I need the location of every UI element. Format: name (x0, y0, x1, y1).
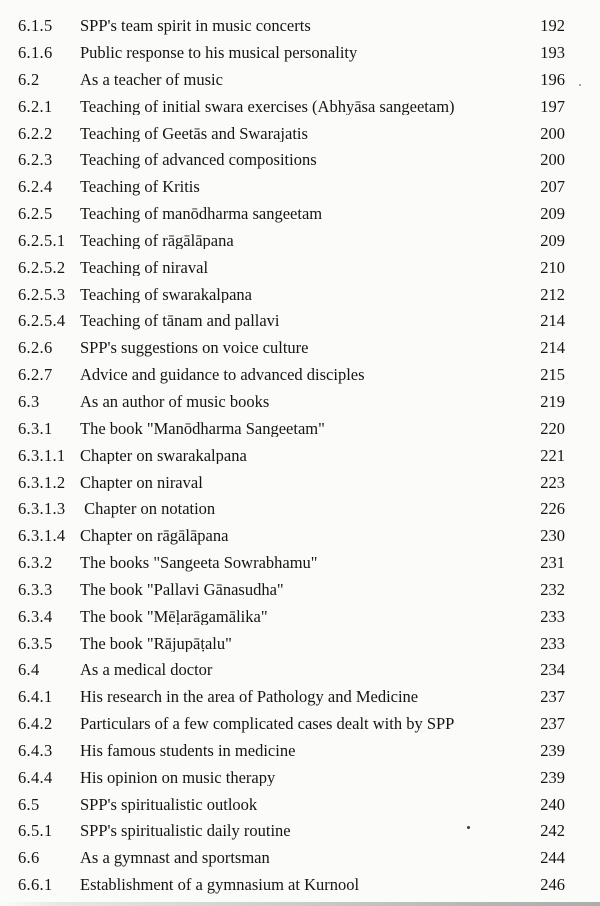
toc-entry-title: Teaching of manōdharma sangeetam (80, 206, 323, 223)
toc-entry-page: 237 (540, 687, 565, 707)
toc-entry-page: 209 (540, 204, 565, 224)
toc-row (18, 818, 565, 845)
toc-entry-number: 6.1.6 (18, 43, 53, 63)
toc-entry-number: 6.4 (18, 660, 40, 680)
toc-entry-number: 6.2.2 (18, 123, 53, 143)
toc-entry-title: Chapter on notation (80, 501, 216, 518)
toc-entry-page: 193 (540, 43, 565, 63)
toc-entry-page: 237 (540, 714, 565, 734)
toc-entry-page: 239 (540, 767, 565, 787)
toc-entry-page: 230 (540, 526, 565, 546)
toc-row (18, 630, 565, 657)
toc-entry-number: 6.2 (18, 69, 40, 89)
toc-entry-title: Chapter on rāgālāpana (80, 528, 229, 545)
scan-speck (467, 826, 470, 829)
toc-entry-number: 6.4.2 (18, 714, 53, 734)
toc-entry-number: 6.2.6 (18, 338, 53, 358)
toc-entry-title: Particulars of a few complicated cases dealt with by SPP (80, 716, 455, 733)
toc-row (18, 657, 565, 684)
toc-entry-number: 6.6.1 (18, 875, 53, 895)
toc-row (18, 362, 565, 389)
toc-entry-number: 6.3.1.4 (18, 526, 66, 546)
toc-entry-page: 210 (540, 257, 565, 277)
toc-entry-title: Teaching of Geetās and Swarajatis (80, 125, 308, 143)
toc-row (18, 40, 565, 67)
toc-entry-page: 214 (540, 338, 565, 358)
toc-entry-number: 6.4.1 (18, 687, 53, 707)
toc-entry-number: 6.3.1.3 (18, 499, 66, 519)
toc-entry-title: Teaching of niraval (80, 259, 209, 277)
toc-entry-page: 246 (540, 875, 565, 895)
toc-entry-number: 6.2.3 (18, 150, 53, 170)
toc-row (18, 872, 565, 899)
toc-entry-page: 232 (540, 579, 565, 599)
toc-row (18, 120, 565, 147)
toc-entry-title: Teaching of Kritis (80, 179, 200, 196)
toc-entry-title: Chapter on niraval (80, 474, 203, 492)
toc-entry-number: 6.2.5.1 (18, 230, 66, 250)
toc-entry-number: 6.3 (18, 391, 40, 411)
toc-row (18, 443, 565, 470)
toc-entry-title: Teaching of initial swara exercises (Abhyāsa sangeetam) (80, 98, 455, 116)
toc-entry-number: 6.1.5 (18, 16, 53, 36)
toc-entry-title: SPP's team spirit in music concerts (80, 18, 311, 35)
toc-entry-page: 214 (540, 311, 565, 331)
toc-entry-page: 234 (540, 660, 565, 680)
toc-entry-title: The book "Pallavi Gānasudha" (80, 581, 284, 599)
toc-entry-title: The books "Sangeeta Sowrabhamu" (80, 555, 318, 572)
toc-entry-title: SPP's suggestions on voice culture (80, 340, 309, 357)
toc-entry-page: 215 (540, 365, 565, 385)
toc-entry-page: 200 (540, 150, 565, 170)
toc-entry-page: 233 (540, 606, 565, 626)
toc-entry-page: 192 (540, 16, 565, 36)
toc-entry-title: Chapter on swarakalpana (80, 447, 247, 465)
toc-entry-title: As a teacher of music (80, 71, 223, 89)
toc-row (18, 389, 565, 416)
toc-row (18, 765, 565, 792)
toc-entry-page: 219 (540, 391, 565, 411)
toc-entry-number: 6.2.7 (18, 365, 53, 385)
page-bottom-scan-edge (0, 902, 600, 906)
toc-entry-number: 6.4.3 (18, 740, 53, 760)
toc-entry-title: As an author of music books (80, 393, 270, 411)
toc-entry-page: 244 (540, 848, 565, 868)
toc-entry-number: 6.3.2 (18, 553, 53, 573)
toc-row (18, 845, 565, 872)
toc-entry-title: Advice and guidance to advanced disciples (80, 367, 365, 384)
toc-entry-title: His research in the area of Pathology and Medicine (80, 689, 419, 706)
toc-row (18, 174, 565, 201)
toc-entry-number: 6.2.5.4 (18, 311, 66, 331)
toc-entry-number: 6.4.4 (18, 767, 53, 787)
toc-entry-number: 6.6 (18, 848, 40, 868)
toc-entry-title: Establishment of a gymnasium at Kurnool (80, 877, 360, 894)
toc-row (18, 416, 565, 443)
toc-row (18, 523, 565, 550)
toc-entry-page: 242 (540, 821, 565, 841)
toc-entry-title: The book "Mēḷarāgamālika" (80, 608, 268, 626)
toc-row (18, 94, 565, 121)
toc-list (18, 13, 565, 899)
toc-entry-title: Public response to his musical personality (80, 45, 358, 62)
toc-row (18, 228, 565, 255)
toc-row (18, 577, 565, 604)
toc-entry-page: 221 (540, 445, 565, 465)
toc-entry-title: His famous students in medicine (80, 742, 296, 760)
toc-row (18, 308, 565, 335)
toc-entry-number: 6.3.1 (18, 418, 53, 438)
toc-entry-number: 6.2.5.3 (18, 284, 66, 304)
toc-row (18, 201, 565, 228)
toc-entry-title: Teaching of tānam and pallavi (80, 313, 280, 330)
toc-entry-number: 6.3.4 (18, 606, 53, 626)
toc-entry-page: 231 (540, 553, 565, 573)
toc-entry-number: 6.2.5 (18, 204, 53, 224)
toc-entry-page: 207 (540, 177, 565, 197)
toc-row (18, 13, 565, 40)
toc-entry-page: 240 (540, 794, 565, 814)
toc-entry-title: Teaching of advanced compositions (80, 152, 317, 169)
toc-entry-title: The book "Rājupāṭalu" (80, 635, 232, 653)
toc-entry-page: 226 (540, 499, 565, 519)
toc-row (18, 496, 565, 523)
toc-entry-title: SPP's spiritualistic outlook (80, 796, 258, 814)
toc-entry-title: SPP's spiritualistic daily routine (80, 823, 291, 840)
toc-row (18, 684, 565, 711)
toc-entry-page: 209 (540, 230, 565, 250)
toc-entry-page: 239 (540, 740, 565, 760)
toc-entry-page: 212 (540, 284, 565, 304)
toc-row (18, 604, 565, 631)
toc-row (18, 791, 565, 818)
toc-row (18, 335, 565, 362)
scan-speck (579, 84, 581, 86)
toc-row (18, 281, 565, 308)
toc-entry-title: Teaching of rāgālāpana (80, 232, 234, 250)
toc-entry-page: 220 (540, 418, 565, 438)
toc-entry-number: 6.5 (18, 794, 40, 814)
toc-entry-number: 6.2.5.2 (18, 257, 66, 277)
toc-entry-title: As a gymnast and sportsman (80, 850, 270, 867)
toc-row (18, 711, 565, 738)
toc-entry-number: 6.3.3 (18, 579, 53, 599)
toc-row (18, 738, 565, 765)
toc-entry-title: Teaching of swarakalpana (80, 286, 253, 304)
toc-entry-page: 233 (540, 633, 565, 653)
toc-row (18, 67, 565, 94)
toc-row (18, 550, 565, 577)
toc-entry-number: 6.5.1 (18, 821, 53, 841)
toc-entry-title: His opinion on music therapy (80, 769, 276, 787)
toc-entry-number: 6.2.4 (18, 177, 53, 197)
toc-row (18, 469, 565, 496)
toc-entry-number: 6.3.5 (18, 633, 53, 653)
toc-entry-title: As a medical doctor (80, 662, 213, 679)
toc-entry-number: 6.3.1.1 (18, 445, 66, 465)
toc-entry-page: 200 (540, 123, 565, 143)
toc-row (18, 147, 565, 174)
toc-entry-number: 6.3.1.2 (18, 472, 66, 492)
toc-row (18, 255, 565, 282)
toc-entry-page: 223 (540, 472, 565, 492)
toc-entry-page: 197 (540, 96, 565, 116)
toc-entry-page: 196 (540, 69, 565, 89)
toc-entry-number: 6.2.1 (18, 96, 53, 116)
toc-entry-title: The book "Manōdharma Sangeetam" (80, 420, 325, 438)
